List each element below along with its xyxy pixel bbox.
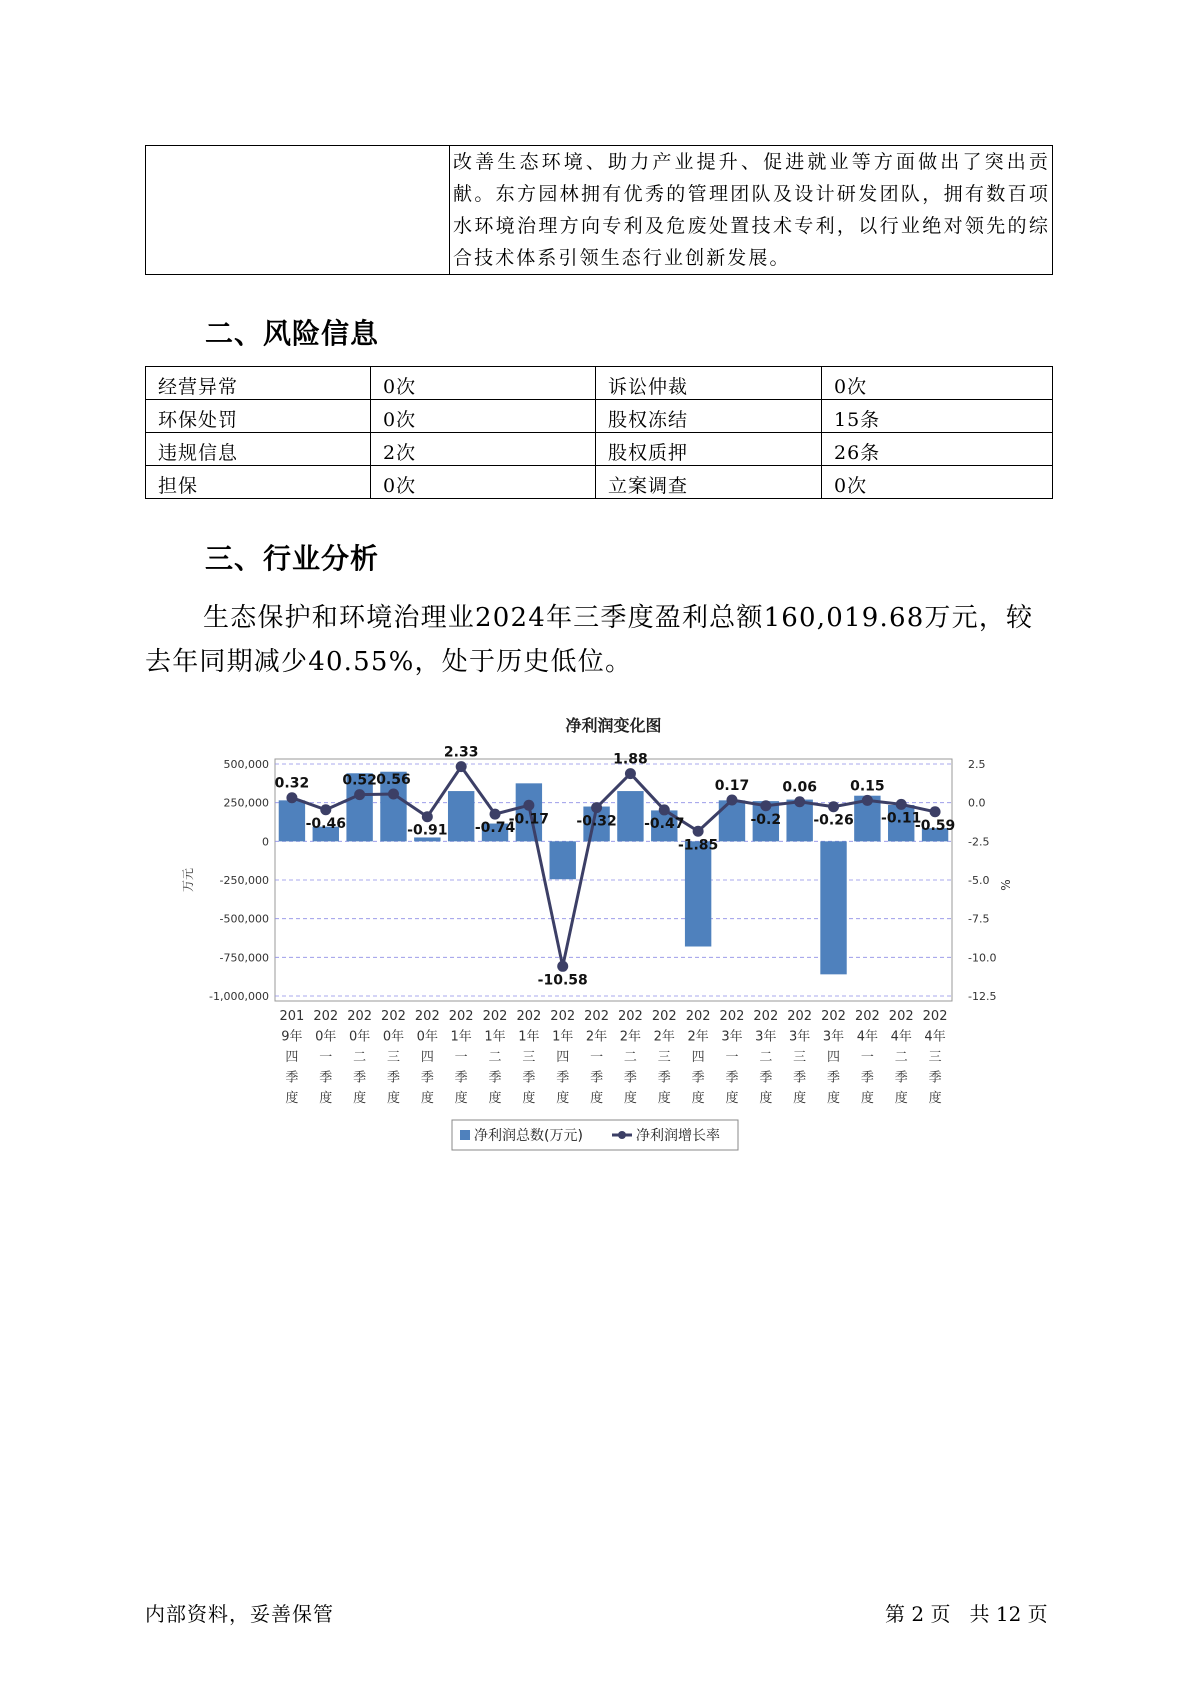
category-tick-label: 201 xyxy=(279,1009,305,1024)
category-tick-label: 0年 xyxy=(382,1029,405,1045)
left-axis-tick-label: -1,000,000 xyxy=(209,990,269,1003)
footer-confidential-note: 内部资料，妥善保管 xyxy=(145,1602,334,1626)
category-tick-label: 季 xyxy=(657,1070,671,1086)
growth-rate-point xyxy=(286,792,297,803)
left-axis-tick-label: 250,000 xyxy=(223,796,269,810)
category-tick-label: 4年 xyxy=(924,1029,946,1045)
category-tick-label: 度 xyxy=(928,1091,942,1106)
category-tick-label: 季 xyxy=(353,1070,367,1086)
category-tick-label: 一 xyxy=(454,1050,468,1065)
growth-rate-data-label: -0.26 xyxy=(813,812,854,829)
risk-value: 2次 xyxy=(371,433,596,466)
risk-label: 股权冻结 xyxy=(596,400,822,433)
risk-info-table xyxy=(145,366,1053,499)
category-tick-label: 202 xyxy=(516,1009,542,1024)
category-tick-label: 一 xyxy=(590,1050,604,1065)
growth-rate-data-label: -0.17 xyxy=(508,811,550,828)
left-axis-tick-label: -500,000 xyxy=(219,912,269,926)
category-tick-label: 202 xyxy=(414,1009,440,1024)
growth-rate-data-label: 0.52 xyxy=(342,772,377,789)
growth-rate-data-label: -10.58 xyxy=(537,972,588,989)
net-profit-chart xyxy=(170,715,1030,1160)
risk-label: 担保 xyxy=(146,466,371,499)
industry-section-heading: 三、行业分析 xyxy=(205,542,380,575)
bar xyxy=(279,800,305,841)
growth-rate-point xyxy=(896,799,907,810)
category-tick-label: 二 xyxy=(488,1050,502,1065)
category-tick-label: 202 xyxy=(313,1009,339,1024)
category-tick-label: 2年 xyxy=(687,1029,709,1045)
category-tick-label: 3年 xyxy=(822,1029,845,1045)
growth-rate-point xyxy=(422,811,433,822)
growth-rate-point xyxy=(523,800,534,811)
category-tick-label: 季 xyxy=(691,1070,705,1086)
left-axis-tick-label: -250,000 xyxy=(219,874,269,887)
risk-label: 诉讼仲裁 xyxy=(596,367,822,400)
category-tick-label: 季 xyxy=(860,1070,874,1086)
category-tick-label: 季 xyxy=(319,1070,333,1086)
growth-rate-data-label: -1.85 xyxy=(677,837,719,854)
category-tick-label: 季 xyxy=(522,1070,536,1086)
right-axis-tick-label: -5.0 xyxy=(968,874,990,887)
category-tick-label: 一 xyxy=(319,1050,333,1065)
category-tick-label: 度 xyxy=(860,1091,874,1106)
category-tick-label: 三 xyxy=(793,1050,807,1065)
bar xyxy=(719,800,745,841)
category-tick-label: 季 xyxy=(454,1070,468,1086)
category-tick-label: 度 xyxy=(894,1091,908,1106)
category-tick-label: 3年 xyxy=(755,1029,777,1045)
right-axis-label: % xyxy=(999,879,1013,891)
category-tick-label: 四 xyxy=(556,1050,570,1065)
category-tick-label: 1年 xyxy=(552,1029,574,1045)
category-tick-label: 度 xyxy=(623,1091,637,1106)
category-tick-label: 202 xyxy=(381,1009,406,1024)
category-tick-label: 二 xyxy=(623,1050,637,1065)
category-tick-label: 202 xyxy=(854,1009,880,1024)
category-tick-label: 202 xyxy=(347,1009,373,1024)
category-tick-label: 202 xyxy=(821,1009,846,1024)
risk-value: 0次 xyxy=(822,466,1053,499)
category-tick-label: 202 xyxy=(719,1009,745,1024)
category-tick-label: 四 xyxy=(691,1050,705,1065)
chart-title: 净利润变化图 xyxy=(565,716,662,735)
growth-rate-data-label: 1.88 xyxy=(613,751,648,768)
category-tick-label: 季 xyxy=(386,1070,400,1086)
category-tick-label: 四 xyxy=(285,1050,299,1065)
category-tick-label: 三 xyxy=(522,1050,536,1065)
table-row xyxy=(146,433,1053,466)
category-tick-label: 2年 xyxy=(619,1029,642,1045)
category-tick-label: 202 xyxy=(550,1009,576,1024)
category-tick-label: 度 xyxy=(691,1091,705,1106)
growth-rate-data-label: -0.59 xyxy=(914,817,956,834)
category-tick-label: 0年 xyxy=(348,1029,371,1045)
growth-rate-point xyxy=(794,796,805,807)
category-tick-label: 季 xyxy=(623,1070,637,1086)
category-tick-label: 1年 xyxy=(484,1029,506,1045)
category-tick-label: 202 xyxy=(448,1009,474,1024)
legend-line-marker xyxy=(618,1131,626,1139)
risk-section-heading: 二、风险信息 xyxy=(205,317,380,350)
category-tick-label: 202 xyxy=(888,1009,914,1024)
category-tick-label: 度 xyxy=(725,1091,739,1106)
company-description-text: 改善生态环境、助力产业提升、促进就业等方面做出了突出贡献。东方园林拥有优秀的管理团队及设计研发团队，拥有数百项水环境治理方向专利及危废处置技术专利，以行业绝对领先的综合技术体系引领生态行业创新发展。 xyxy=(450,146,1053,275)
growth-rate-point xyxy=(760,800,771,811)
growth-rate-data-label: -0.47 xyxy=(644,815,685,832)
risk-label: 环保处罚 xyxy=(146,400,371,433)
table-row xyxy=(146,400,1053,433)
industry-analysis-paragraph: 生态保护和环境治理业2024年三季度盈利总额160,019.68万元，较去年同期减少40.55%，处于历史低位。 xyxy=(145,603,1034,677)
growth-rate-point xyxy=(490,809,501,820)
category-tick-label: 三 xyxy=(657,1050,671,1065)
risk-label: 立案调查 xyxy=(596,466,822,499)
category-tick-label: 202 xyxy=(618,1009,643,1024)
growth-rate-data-label: 0.06 xyxy=(782,779,817,796)
category-tick-label: 季 xyxy=(488,1070,502,1086)
category-tick-label: 0年 xyxy=(416,1029,438,1045)
category-tick-label: 季 xyxy=(928,1070,942,1086)
category-tick-label: 度 xyxy=(319,1091,333,1106)
category-tick-label: 9年 xyxy=(281,1029,303,1045)
legend-line-label: 净利润增长率 xyxy=(636,1128,720,1144)
growth-rate-point xyxy=(693,826,704,837)
growth-rate-point xyxy=(625,768,636,779)
category-tick-label: 202 xyxy=(922,1009,948,1024)
left-axis-tick-label: 0 xyxy=(262,835,269,849)
growth-rate-point xyxy=(930,806,941,817)
category-tick-label: 202 xyxy=(584,1009,609,1024)
category-tick-label: 季 xyxy=(285,1070,299,1086)
category-tick-label: 季 xyxy=(793,1070,807,1086)
growth-rate-point xyxy=(659,804,670,815)
right-axis-tick-label: -12.5 xyxy=(968,990,997,1003)
growth-rate-point xyxy=(557,961,568,972)
bar xyxy=(685,841,711,946)
bar xyxy=(550,841,576,879)
risk-value: 26条 xyxy=(822,433,1053,466)
right-axis-tick-label: -10.0 xyxy=(968,951,997,965)
category-tick-label: 三 xyxy=(386,1050,400,1065)
risk-label: 违规信息 xyxy=(146,433,371,466)
category-tick-label: 202 xyxy=(482,1009,508,1024)
category-tick-label: 度 xyxy=(353,1091,367,1106)
category-tick-label: 四 xyxy=(420,1050,434,1065)
category-tick-label: 度 xyxy=(759,1091,773,1106)
category-tick-label: 季 xyxy=(759,1070,773,1086)
right-axis-tick-label: 2.5 xyxy=(968,758,986,771)
category-tick-label: 二 xyxy=(894,1050,908,1065)
category-tick-label: 季 xyxy=(420,1070,434,1086)
growth-rate-point xyxy=(828,801,839,812)
category-tick-label: 度 xyxy=(488,1091,502,1106)
category-tick-label: 3年 xyxy=(721,1029,743,1045)
bar xyxy=(617,791,643,841)
right-axis-tick-label: 0.0 xyxy=(968,796,986,810)
category-tick-label: 度 xyxy=(522,1091,536,1106)
category-tick-label: 度 xyxy=(657,1091,671,1106)
growth-rate-point xyxy=(320,804,331,815)
category-tick-label: 2年 xyxy=(585,1029,608,1045)
category-tick-label: 202 xyxy=(685,1009,711,1024)
growth-rate-data-label: 0.17 xyxy=(714,778,750,795)
category-tick-label: 2年 xyxy=(653,1029,675,1045)
category-tick-label: 4年 xyxy=(856,1029,879,1045)
growth-rate-data-label: -0.11 xyxy=(881,810,922,827)
category-tick-label: 度 xyxy=(454,1091,468,1106)
category-tick-label: 二 xyxy=(353,1050,367,1065)
category-tick-label: 度 xyxy=(793,1091,807,1106)
category-tick-label: 3年 xyxy=(789,1029,811,1045)
footer-page-number: 第 2 页 共 12 页 xyxy=(885,1602,1048,1626)
category-tick-label: 度 xyxy=(420,1091,434,1106)
growth-rate-data-label: 0.32 xyxy=(274,775,310,792)
growth-rate-data-label: 2.33 xyxy=(443,744,479,761)
category-tick-label: 202 xyxy=(753,1009,779,1024)
category-tick-label: 202 xyxy=(787,1009,813,1024)
risk-value: 0次 xyxy=(371,466,596,499)
category-tick-label: 三 xyxy=(928,1050,942,1065)
category-tick-label: 度 xyxy=(556,1091,570,1106)
net-profit-chart-svg xyxy=(170,715,1030,1160)
risk-value: 0次 xyxy=(371,367,596,400)
category-tick-label: 二 xyxy=(759,1050,773,1065)
description-label-cell xyxy=(146,146,450,275)
growth-rate-data-label: -0.74 xyxy=(474,820,516,837)
legend-bar-swatch xyxy=(460,1130,470,1140)
category-tick-label: 一 xyxy=(860,1050,874,1065)
category-tick-label: 度 xyxy=(590,1091,604,1106)
category-tick-label: 季 xyxy=(725,1070,739,1086)
risk-value: 0次 xyxy=(371,400,596,433)
company-description-table xyxy=(145,145,1053,275)
risk-value: 15条 xyxy=(822,400,1053,433)
growth-rate-data-label: 0.56 xyxy=(376,772,411,789)
left-axis-label: 万元 xyxy=(181,867,195,893)
risk-value: 0次 xyxy=(822,367,1053,400)
category-tick-label: 度 xyxy=(827,1091,841,1106)
category-tick-label: 季 xyxy=(590,1070,604,1086)
category-tick-label: 1年 xyxy=(518,1029,540,1045)
category-tick-label: 季 xyxy=(827,1070,841,1086)
growth-rate-point xyxy=(726,795,737,806)
category-tick-label: 4年 xyxy=(890,1029,912,1045)
growth-rate-point xyxy=(862,795,873,806)
category-tick-label: 一 xyxy=(725,1050,739,1065)
growth-rate-data-label: -0.46 xyxy=(305,815,346,832)
bar xyxy=(820,841,846,974)
right-axis-tick-label: -2.5 xyxy=(968,835,990,849)
growth-rate-data-label: -0.2 xyxy=(750,811,782,828)
table-row xyxy=(146,466,1053,499)
growth-rate-point xyxy=(591,802,602,813)
category-tick-label: 度 xyxy=(386,1091,400,1106)
category-tick-label: 四 xyxy=(827,1050,841,1065)
category-tick-label: 度 xyxy=(285,1091,299,1106)
risk-label: 股权质押 xyxy=(596,433,822,466)
left-axis-tick-label: 500,000 xyxy=(223,758,269,771)
growth-rate-point xyxy=(456,761,467,772)
growth-rate-data-label: 0.15 xyxy=(850,778,885,795)
growth-rate-point xyxy=(354,789,365,800)
table-row xyxy=(146,367,1053,400)
category-tick-label: 0年 xyxy=(315,1029,337,1045)
risk-label: 经营异常 xyxy=(146,367,371,400)
left-axis-tick-label: -750,000 xyxy=(219,951,269,965)
category-tick-label: 季 xyxy=(894,1070,908,1086)
category-tick-label: 季 xyxy=(556,1070,570,1086)
category-tick-label: 202 xyxy=(651,1009,677,1024)
legend-bar-label: 净利润总数(万元) xyxy=(474,1128,583,1144)
right-axis-tick-label: -7.5 xyxy=(968,912,990,926)
growth-rate-data-label: -0.91 xyxy=(407,822,448,839)
growth-rate-data-label: -0.32 xyxy=(576,813,617,830)
growth-rate-point xyxy=(388,789,399,800)
bar xyxy=(448,791,474,841)
category-tick-label: 1年 xyxy=(450,1029,472,1045)
